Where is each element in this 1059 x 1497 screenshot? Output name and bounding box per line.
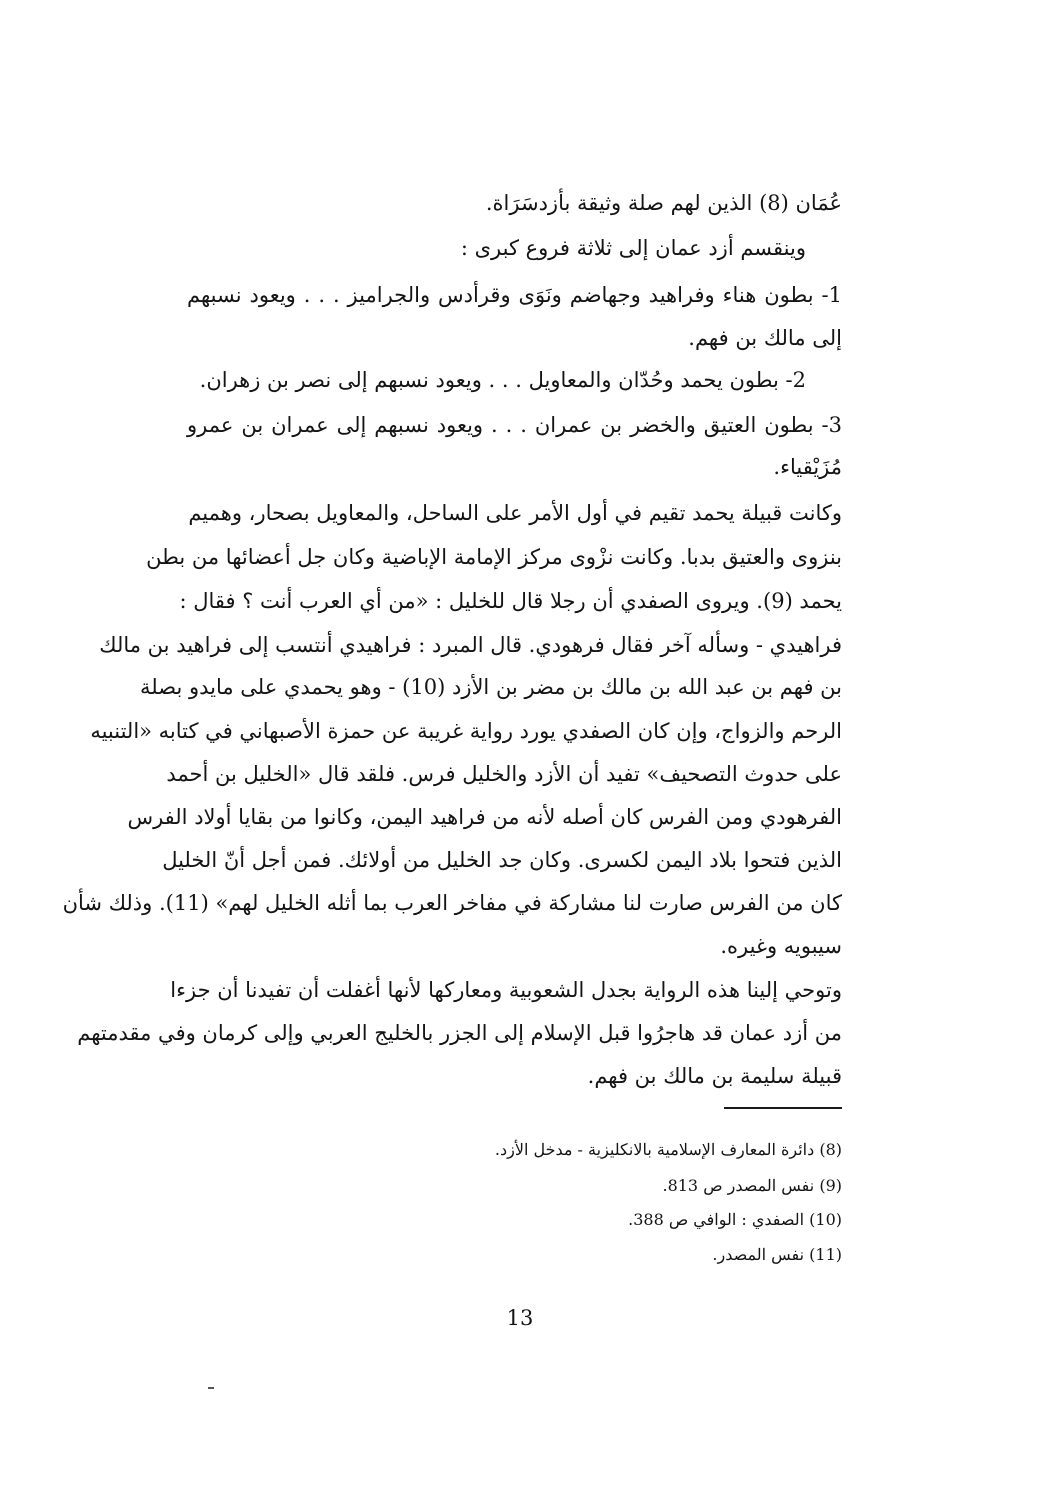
page-number: 13 — [506, 1306, 534, 1330]
text-line-13: الرحم والزواج، وإن كان الصفدي يورد رواية غريبة عن حمزة الأصبهاني في كتابه «التنبيه — [90, 719, 842, 743]
text-line-19: وتوحي إلينا هذه الرواية بجدل الشعوبية ومعاركها لأنها أغفلت أن تفيدنا أن جزءا — [170, 978, 842, 1002]
text-line-18: سيبويه وغيره. — [720, 934, 842, 958]
text-line-10: يحمد (9). ويروى الصفدي أن رجلا قال للخليل : «من أي العرب أنت ؟ فقال : — [179, 589, 842, 613]
text-line-1: عُمَان (8) الذين لهم صلة وثيقة بأزدسَرَاة. — [485, 191, 842, 215]
text-line-16: الذين فتحوا بلاد اليمن لكسرى. وكان جد الخليل من أولائك. فمن أجل أنّ الخليل — [162, 848, 842, 872]
footnote-9: (9) نفس المصدر ص 813. — [662, 1176, 842, 1195]
footnote-separator — [724, 1107, 842, 1109]
text-line-4: إلى مالك بن فهم. — [688, 326, 842, 350]
text-line-7: مُزَيْقياء. — [773, 455, 842, 479]
scan-speck — [208, 1387, 214, 1389]
text-line-3: 1- بطون هناء وفراهيد وجهاضم ونَوَى وقرأدس والجراميز . . . ويعود نسبهم — [187, 283, 842, 307]
text-line-12: بن فهم بن عبد الله بن مالك بن مضر بن الأزد (10) - وهو يحمدي على مايدو بصلة — [140, 675, 842, 699]
text-line-11: فراهيدي - وسأله آخر فقال فرهودي. قال المبرد : فراهيدي أنتسب إلى فراهيد بن مالك — [99, 633, 842, 657]
text-line-20: من أزد عمان قد هاجرُوا قبل الإسلام إلى الجزر بالخليج العربي وإلى كرمان وفي مقدمتهم — [77, 1021, 842, 1045]
text-line-21: قبيلة سليمة بن مالك بن فهم. — [587, 1064, 842, 1088]
text-line-2: وينقسم أزد عمان إلى ثلاثة فروع كبرى : — [460, 236, 806, 260]
text-line-15: الفرهودي ومن الفرس كان أصله لأنه من فراهيد اليمن، وكانوا من بقايا أولاد الفرس — [127, 805, 842, 829]
text-line-14: على حدوث التصحيف» تفيد أن الأزد والخليل فرس. فلقد قال «الخليل بن أحمد — [166, 762, 842, 786]
text-line-9: بنزوى والعتيق بدبا. وكانت نزْوى مركز الإمامة الإباضية وكان جل أعضائها من بطن — [146, 545, 842, 569]
text-line-5: 2- بطون يحمد وحُدّان والمعاويل . . . ويعود نسبهم إلى نصر بن زهران. — [199, 368, 806, 392]
text-line-6: 3- بطون العتيق والخضر بن عمران . . . ويعود نسبهم إلى عمران بن عمرو — [187, 413, 842, 437]
text-line-8: وكانت قبيلة يحمد تقيم في أول الأمر على الساحل، والمعاويل بصحار، وهميم — [188, 501, 842, 525]
footnote-11: (11) نفس المصدر. — [712, 1245, 842, 1264]
footnote-10: (10) الصفدي : الوافي ص 388. — [628, 1210, 842, 1229]
footnote-8: (8) دائرة المعارف الإسلامية بالانكليزية - مدخل الأزد. — [494, 1140, 842, 1159]
text-line-17: كان من الفرس صارت لنا مشاركة في مفاخر العرب بما أثله الخليل لهم» (11). وذلك شأن — [62, 891, 842, 915]
